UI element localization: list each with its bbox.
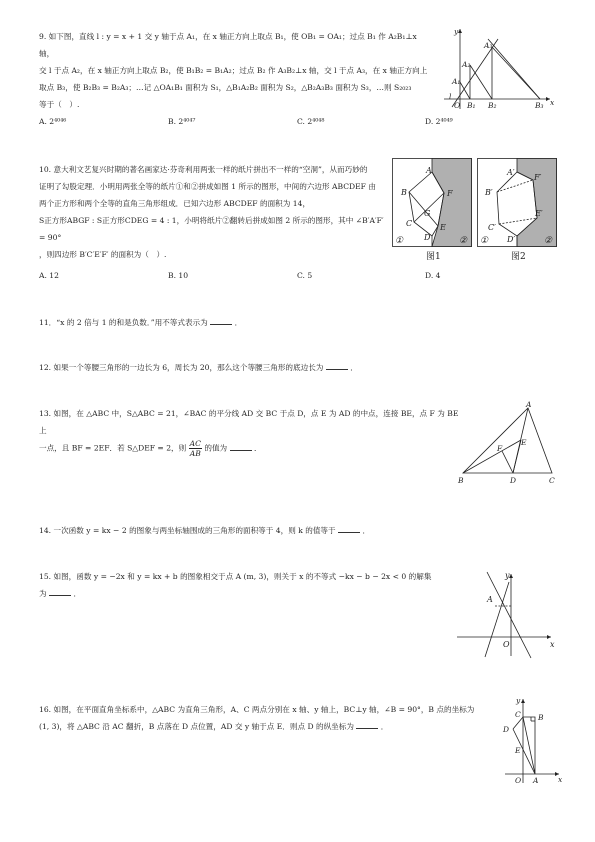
- q11-stem: 11．“x 的 2 倍与 1 的和是负数．”用不等式表示为: [39, 318, 208, 327]
- q13-label: F: [497, 444, 503, 453]
- q14-end: ．: [362, 526, 371, 535]
- q15-line2: 为: [39, 589, 47, 598]
- q10-fig1-label: G: [424, 209, 431, 218]
- q14-stem: 14. 一次函数 y = kx − 2 的图象与两坐标轴围成的三角形的面积等于 4，则 k 的值等于: [39, 526, 336, 535]
- q9-label: y: [454, 27, 459, 36]
- q9-label: B₁: [467, 101, 476, 110]
- q12-end: ．: [350, 363, 358, 372]
- q10-fig1-label: F: [447, 189, 453, 198]
- q11-text: [39, 314, 242, 331]
- q9-option-b[interactable]: B. 2⁴⁰⁴⁷: [168, 117, 196, 126]
- q16-label: D: [503, 725, 510, 734]
- q9-option-d[interactable]: D. 2⁴⁰⁴⁹: [425, 117, 453, 126]
- q10-option-a[interactable]: A. 12: [39, 271, 59, 280]
- q12-text: [39, 359, 358, 376]
- q10-figure-2: [477, 158, 557, 262]
- q9-text: [39, 28, 434, 113]
- q15-label: O: [503, 640, 510, 649]
- q9-label: A₁: [452, 77, 461, 86]
- q13-label: D: [510, 476, 517, 485]
- q13-frac-den: AB: [189, 449, 201, 458]
- q13-line2-a: 一点，且 BF = 2EF．若 S△DEF = 2，则: [39, 443, 187, 453]
- q15-text: [39, 568, 449, 602]
- q9-label: x: [550, 98, 555, 107]
- q9-label: l: [449, 92, 452, 101]
- q9-label: A₂: [462, 60, 471, 69]
- q16-label: A: [533, 776, 539, 785]
- q10-fig2-label: B′: [485, 188, 493, 197]
- q10-line: ，则四边形 B′C′E′F′ 的面积为（ ）.: [39, 250, 167, 259]
- q16-line: 16. 如图，在平面直角坐标系中，△ABC 为直角三角形，A、C 两点分别在 x 轴、y 轴上，BC⊥y 轴，∠B = 90°，B 点的坐标为: [39, 705, 475, 714]
- q13-line: 13. 如图，在 △ABC 中，S△ABC = 21，∠BAC 的平分线 AD 交 BC 于点 D，点 E 为 AD 的中点，连接 BE，点 F 为 BE 上: [39, 409, 459, 435]
- q11-end: ．: [234, 318, 243, 327]
- q9-line: 交 l 于点 A₂，在 x 轴正方向上取点 B₂，使 B₁B₂ = B₁A₂；过点 B₂ 作 A₃B₂⊥x 轴，交 l 于点 A₃，在 x 轴正方向上: [39, 66, 428, 75]
- q10-fig1-label: D: [424, 233, 431, 242]
- q16-label: C: [515, 710, 521, 719]
- q10-option-d[interactable]: D. 4: [425, 271, 441, 280]
- q16-line2: (1, 3)，将 △ABC 沿 AC 翻折，B 点落在 D 点位置，AD 交 y 轴于点 E．则点 D 的纵坐标为: [39, 722, 354, 731]
- q16-label: O: [515, 776, 522, 785]
- q13-label: C: [549, 476, 555, 485]
- q15-label: y: [505, 571, 510, 580]
- q10-line: 两个正方形和两个全等的直角三角形组成．已知六边形 ABCDEF 的面积为 14，: [39, 199, 311, 208]
- q10-fig1-label: A: [426, 166, 432, 175]
- q15-line: 15. 如图，函数 y = −2x 和 y = kx + b 的图象相交于点 A (m, 3)，则关于 x 的不等式 −kx − b − 2x < 0 的解集: [39, 572, 432, 581]
- q15-label: x: [550, 640, 555, 649]
- q16-label: y: [516, 696, 521, 705]
- q10-fig2-piece: ①: [480, 236, 489, 246]
- q16-line: [39, 718, 504, 735]
- q13-label: E: [521, 438, 527, 447]
- q13-figure: [455, 398, 565, 488]
- q15-line: [39, 585, 449, 602]
- q16-answer-blank[interactable]: [356, 720, 378, 729]
- q9-line: 取点 B₃，使 B₂B₃ = B₂A₃；…记 △OA₁B₁ 面积为 S₁，△B₁A₂B₂ 面积为 S₂，△B₂A₃B₃ 面积为 S₃，…则 S₂₀₂₃: [39, 83, 412, 92]
- q9-label: B₂: [488, 101, 497, 110]
- q10-text: [39, 161, 389, 263]
- q9-label: A₃: [484, 41, 493, 50]
- q10-fig1-label: E: [440, 223, 446, 232]
- q9-option-c[interactable]: C. 2⁴⁰⁴⁸: [297, 117, 325, 126]
- q10-option-b[interactable]: B. 10: [168, 271, 189, 280]
- q10-fig1-label: C: [406, 219, 413, 228]
- q11-answer-blank[interactable]: [210, 316, 232, 325]
- q15-label: A: [487, 595, 493, 604]
- q10-line: 10. 意大利文艺复兴时期的著名画家达·芬奇利用两张一样的纸片拼出不一样的“空洞”，从而巧妙的: [39, 165, 368, 174]
- q16-label: E: [515, 746, 521, 755]
- q9-label: B₃: [535, 101, 544, 110]
- q13-line2-b: 的值为: [204, 443, 228, 453]
- q10-fig1-caption: 图1: [426, 252, 441, 262]
- q13-answer-blank[interactable]: [230, 442, 252, 451]
- q15-answer-blank[interactable]: [49, 587, 71, 596]
- q16-text: [39, 701, 504, 735]
- q10-line: S正方形ABGF : S正方形CDEG = 4 : 1，小明将纸片②翻转后拼成如图 2 所示的图形，其中 ∠B′A′F′ = 90°: [39, 216, 384, 242]
- q14-answer-blank[interactable]: [338, 524, 360, 533]
- q15-end: ．: [73, 589, 82, 598]
- q13-fraction: [189, 439, 202, 458]
- q10-figure-1: [392, 158, 472, 262]
- q9-line: 等于（ ）.: [39, 100, 80, 109]
- q16-figure: [497, 695, 565, 785]
- q10-fig2-label: C′: [488, 223, 496, 232]
- q13-text: [39, 405, 459, 458]
- q12-answer-blank[interactable]: [326, 361, 348, 370]
- q10-fig2-label: D′: [507, 235, 516, 244]
- q10-fig2-label: F′: [534, 173, 542, 182]
- q10-fig1-label: B: [401, 188, 407, 197]
- q13-frac-num: AC: [189, 439, 201, 448]
- q10-fig1-piece: ②: [459, 236, 468, 246]
- q9-option-a[interactable]: A. 2⁴⁰⁴⁶: [39, 117, 67, 126]
- q10-option-c[interactable]: C. 5: [297, 271, 313, 280]
- q9-figure: [440, 25, 558, 111]
- q13-line: [39, 439, 459, 458]
- q15-figure: [453, 568, 563, 660]
- q10-line: 证明了勾股定理．小明用两张全等的纸片①和②拼成如图 1 所示的图形，中间的六边形 ABCDEF 由: [39, 182, 376, 191]
- q13-label: A: [526, 400, 532, 409]
- q10-fig2-label: A′: [507, 168, 515, 177]
- q9-line: 9. 如下图，直线 l : y = x + 1 交 y 轴于点 A₁，在 x 轴正方向上取点 B₁，使 OB₁ = OA₁；过点 B₁ 作 A₂B₁⊥x 轴，: [39, 32, 417, 58]
- q16-label: B: [538, 713, 544, 722]
- q13-end: ．: [254, 443, 262, 453]
- q14-text: [39, 522, 370, 539]
- q10-fig2-label: E′: [535, 209, 543, 218]
- q16-end: ．: [380, 722, 389, 731]
- q10-fig1-piece: ①: [395, 236, 404, 246]
- q12-stem: 12. 如果一个等腰三角形的一边长为 6，周长为 20，那么这个等腰三角形的底边长为: [39, 363, 324, 372]
- q9-label: O: [454, 101, 461, 110]
- q13-label: B: [458, 476, 464, 485]
- q10-fig2-piece: ②: [544, 236, 553, 246]
- q10-fig2-caption: 图2: [511, 252, 526, 262]
- q16-label: x: [558, 775, 563, 784]
